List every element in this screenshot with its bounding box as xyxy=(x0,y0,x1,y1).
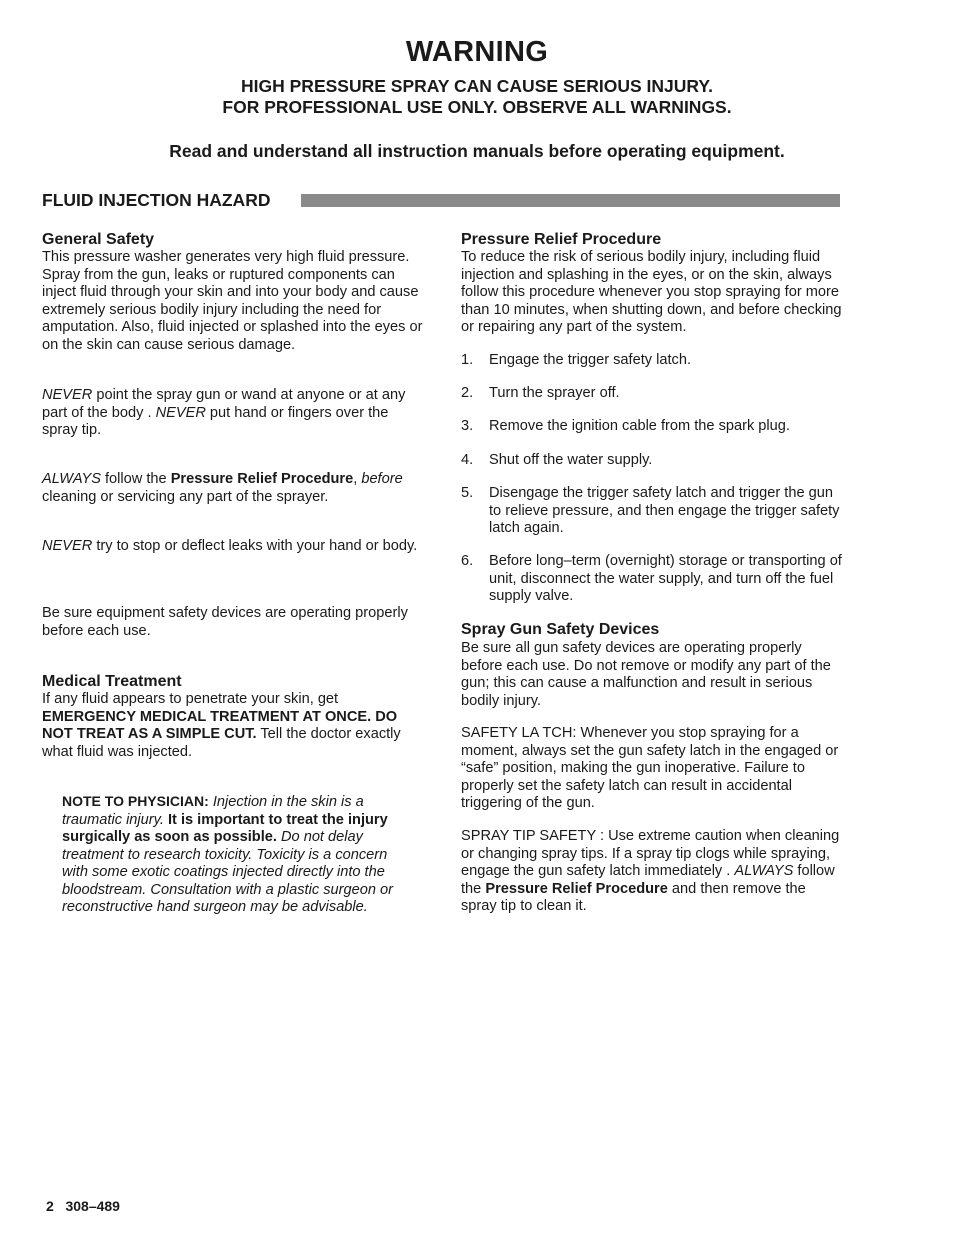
medical-treatment-paragraph xyxy=(42,691,427,761)
general-safety-heading: General Safety xyxy=(42,231,155,248)
medical-emphasis: EMERGENCY MEDICAL TREATMENT AT ONCE. DO NOT TREAT AS A SIMPLE CUT. xyxy=(42,708,398,742)
physician-note xyxy=(62,793,412,917)
step-text: Shut off the water supply. xyxy=(489,452,653,468)
procedure-reference: Pressure Relief Procedure xyxy=(170,471,354,487)
always-text: follow the xyxy=(100,471,171,487)
step-number: 6. xyxy=(461,553,474,569)
read-manuals-notice: Read and understand all instruction manuals before operating equipment. xyxy=(169,141,785,161)
before-emphasis: before xyxy=(361,471,403,487)
step-number: 3. xyxy=(461,418,474,434)
step-number: 5. xyxy=(461,485,474,501)
tip-rest-text: and then remove the spray tip to clean it. xyxy=(461,880,806,914)
step-number: 4. xyxy=(461,452,474,468)
never-leaks-paragraph xyxy=(42,538,427,556)
spray-tip-safety-paragraph xyxy=(461,828,845,916)
note-emphasis: It is important to treat the injury surgically as soon as possible. xyxy=(62,811,388,845)
never-leaks-text: try to stop or deflect leaks with your hand or body. xyxy=(92,538,418,554)
procedure-reference: Pressure Relief Procedure xyxy=(485,880,668,897)
page-number: 2 xyxy=(46,1198,54,1214)
always-rest-text: cleaning or servicing any part of the sprayer. xyxy=(42,488,329,505)
section-rule-bar xyxy=(301,194,840,207)
warning-subtitle-1: HIGH PRESSURE SPRAY CAN CAUSE SERIOUS INJURY. xyxy=(241,76,713,96)
medical-rest-text: Tell the doctor exactly what fluid was injected. xyxy=(42,726,401,760)
section-heading: FLUID INJECTION HAZARD xyxy=(42,190,271,210)
medical-treatment-heading: Medical Treatment xyxy=(42,673,182,690)
relief-procedure-heading: Pressure Relief Procedure xyxy=(461,231,662,248)
step-text: Turn the sprayer off. xyxy=(489,385,620,401)
never-point-text: point the spray gun or wand at anyone or at any part of the body . xyxy=(42,387,406,421)
note-injury-text: Injection in the skin is a traumatic injury. xyxy=(62,794,364,828)
gun-safety-devices-paragraph: Be sure all gun safety devices are operating properly before each use. Do not remove or modify any part of the gun; this can cause a malfunction and result in serious bodily injury. xyxy=(461,640,831,709)
always-follow-paragraph xyxy=(42,471,427,506)
never-emphasis: NEVER xyxy=(155,404,206,421)
page-title: WARNING xyxy=(405,36,549,68)
always-emphasis: ALWAYS xyxy=(734,863,794,879)
never-point-paragraph xyxy=(42,387,427,440)
step-text: Before long–term (overnight) storage or transporting of unit, disconnect the water supply, and turn off the fuel supply valve. xyxy=(489,553,842,604)
note-label: NOTE TO PHYSICIAN: xyxy=(62,793,209,809)
never-emphasis: NEVER xyxy=(42,387,93,403)
document-number: 308–489 xyxy=(65,1198,120,1214)
safety-devices-paragraph: Be sure equipment safety devices are operating properly before each use. xyxy=(42,605,408,639)
step-number: 1. xyxy=(461,352,474,368)
never-hands-text: put hand or fingers over the spray tip. xyxy=(42,404,389,438)
note-rest-text: Do not delay treatment to research toxicity. Toxicity is a concern with some exotic coatings injected directly into the bloodstream. Consultation with a plastic surgeon or reconstructive hand surgeon may be advisable. xyxy=(62,829,393,915)
relief-procedure-paragraph: To reduce the risk of serious bodily injury, including fluid injection and splashing in the eyes, or on the skin, always follow this procedure whenever you stop spraying for more than 10 minutes, when shutting down, and before checking or repairing any part of the system. xyxy=(461,249,842,335)
gun-safety-devices-heading: Spray Gun Safety Devices xyxy=(461,621,660,638)
step-number: 2. xyxy=(461,385,474,401)
warning-subtitle-2: FOR PROFESSIONAL USE ONLY. OBSERVE ALL WARNINGS. xyxy=(222,97,732,117)
medical-intro-text: If any fluid appears to penetrate your skin, get xyxy=(42,691,339,707)
never-emphasis: NEVER xyxy=(42,538,93,554)
general-safety-paragraph: This pressure washer generates very high fluid pressure. Spray from the gun, leaks or ruptured components can inject fluid through your skin and into your body and cause extremely serious bodily injury including the need for amputation. Also, fluid injected or splashed into the eyes or on the skin can cause serious damage. xyxy=(42,249,423,353)
comma-text: , xyxy=(353,471,362,487)
page-footer xyxy=(46,1198,120,1214)
step-text: Engage the trigger safety latch. xyxy=(489,352,692,368)
tip-text: SPRAY TIP SAFETY : Use extreme caution when cleaning or changing spray tips. If a spray tip clogs while spraying, engage the gun safety latch immediately . xyxy=(461,828,840,879)
safety-latch-paragraph: SAFETY LA TCH: Whenever you stop spraying for a moment, always set the gun safety latch in the engaged or “safe” position, making the gun inoperative. Failure to properly set the safety latch can result in accidental triggering of the gun. xyxy=(461,725,839,811)
tip-follow-text: follow the xyxy=(461,863,835,897)
step-text: Remove the ignition cable from the spark plug. xyxy=(489,418,790,434)
step-text: Disengage the trigger safety latch and trigger the gun to relieve pressure, and then engage the trigger safety latch again. xyxy=(489,485,840,536)
always-emphasis: ALWAYS xyxy=(42,471,101,487)
